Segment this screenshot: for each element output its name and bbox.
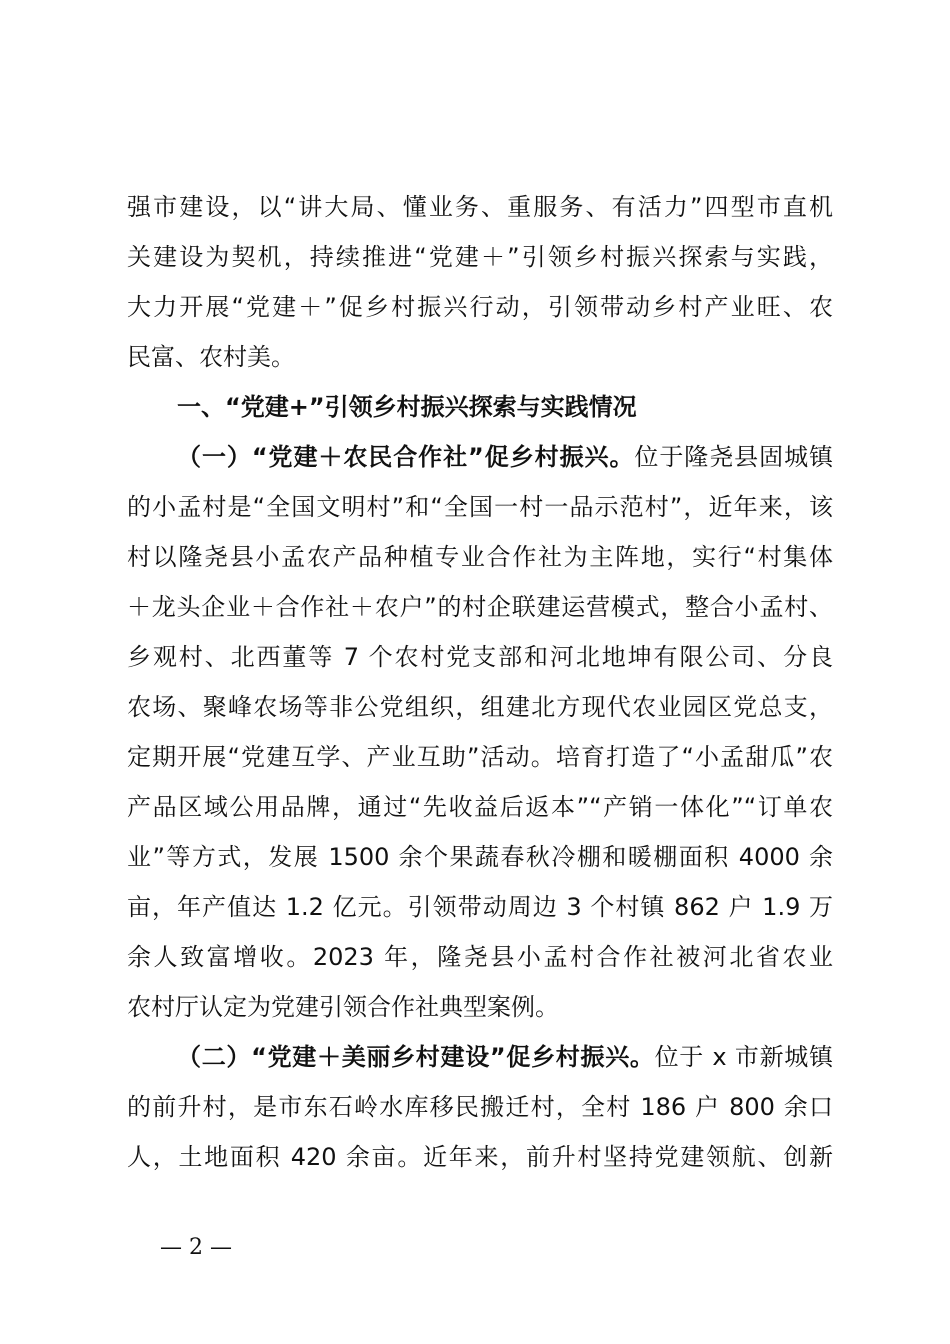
sub1-line: 村以隆尧县小孟农产品种植专业合作社为主阵地，实行“村集体 [127, 543, 833, 571]
sub1-line: 定期开展“党建互学、产业互助”活动。培育打造了“小孟甜瓜”农 [127, 743, 833, 771]
sub1-title: （一）“党建＋农民合作社”促乡村振兴。 [177, 443, 635, 471]
sub1-line: 农场、聚峰农场等非公党组织，组建北方现代农业园区党总支， [127, 693, 833, 721]
sub2-first-line-rest: 位于 x 市新城镇 [654, 1043, 833, 1071]
sub1-line: ＋龙头企业＋合作社＋农户”的村企联建运营模式，整合小孟村、 [127, 593, 833, 621]
sub1-line: 乡观村、北西董等 7 个农村党支部和河北地坤有限公司、分良 [127, 643, 833, 671]
sub1-line: 余人致富增收。2023 年，隆尧县小孟村合作社被河北省农业 [127, 943, 833, 971]
sub1-line: 亩，年产值达 1.2 亿元。引领带动周边 3 个村镇 862 户 1.9 万 [127, 893, 833, 921]
intro-line-2: 关建设为契机，持续推进“党建＋”引领乡村振兴探索与实践， [127, 243, 833, 271]
sub2-first-line [127, 1032, 833, 1082]
sub2-title: （二）“党建＋美丽乡村建设”促乡村振兴。 [177, 1043, 655, 1071]
sub1-line: 农村厅认定为党建引领合作社典型案例。 [127, 993, 559, 1021]
sub1-line: 业”等方式，发展 1500 余个果蔬春秋冷棚和暖棚面积 4000 余 [127, 843, 833, 871]
sub2-line: 人，土地面积 420 余亩。近年来，前升村坚持党建领航、创新 [127, 1143, 833, 1171]
body-text [127, 182, 833, 1182]
sub2-line: 的前升村，是市东石岭水库移民搬迁村，全村 186 户 800 余口 [127, 1093, 833, 1121]
sub1-first-line-rest: 位于隆尧县固城镇 [634, 443, 834, 471]
intro-line-1: 强市建设，以“讲大局、懂业务、重服务、有活力”四型市直机 [127, 193, 833, 221]
sub1-first-line [127, 432, 833, 482]
page-number: — 2 — [160, 1235, 232, 1260]
sub1-line: 产品区域公用品牌，通过“先收益后返本”“产销一体化”“订单农 [127, 793, 833, 821]
intro-line-3: 大力开展“党建＋”促乡村振兴行动，引领带动乡村产业旺、农 [127, 293, 833, 321]
sub1-line: 的小孟村是“全国文明村”和“全国一村一品示范村”，近年来，该 [127, 493, 833, 521]
section-heading: 一、“党建+”引领乡村振兴探索与实践情况 [177, 393, 637, 421]
intro-line-4: 民富、农村美。 [127, 343, 295, 371]
